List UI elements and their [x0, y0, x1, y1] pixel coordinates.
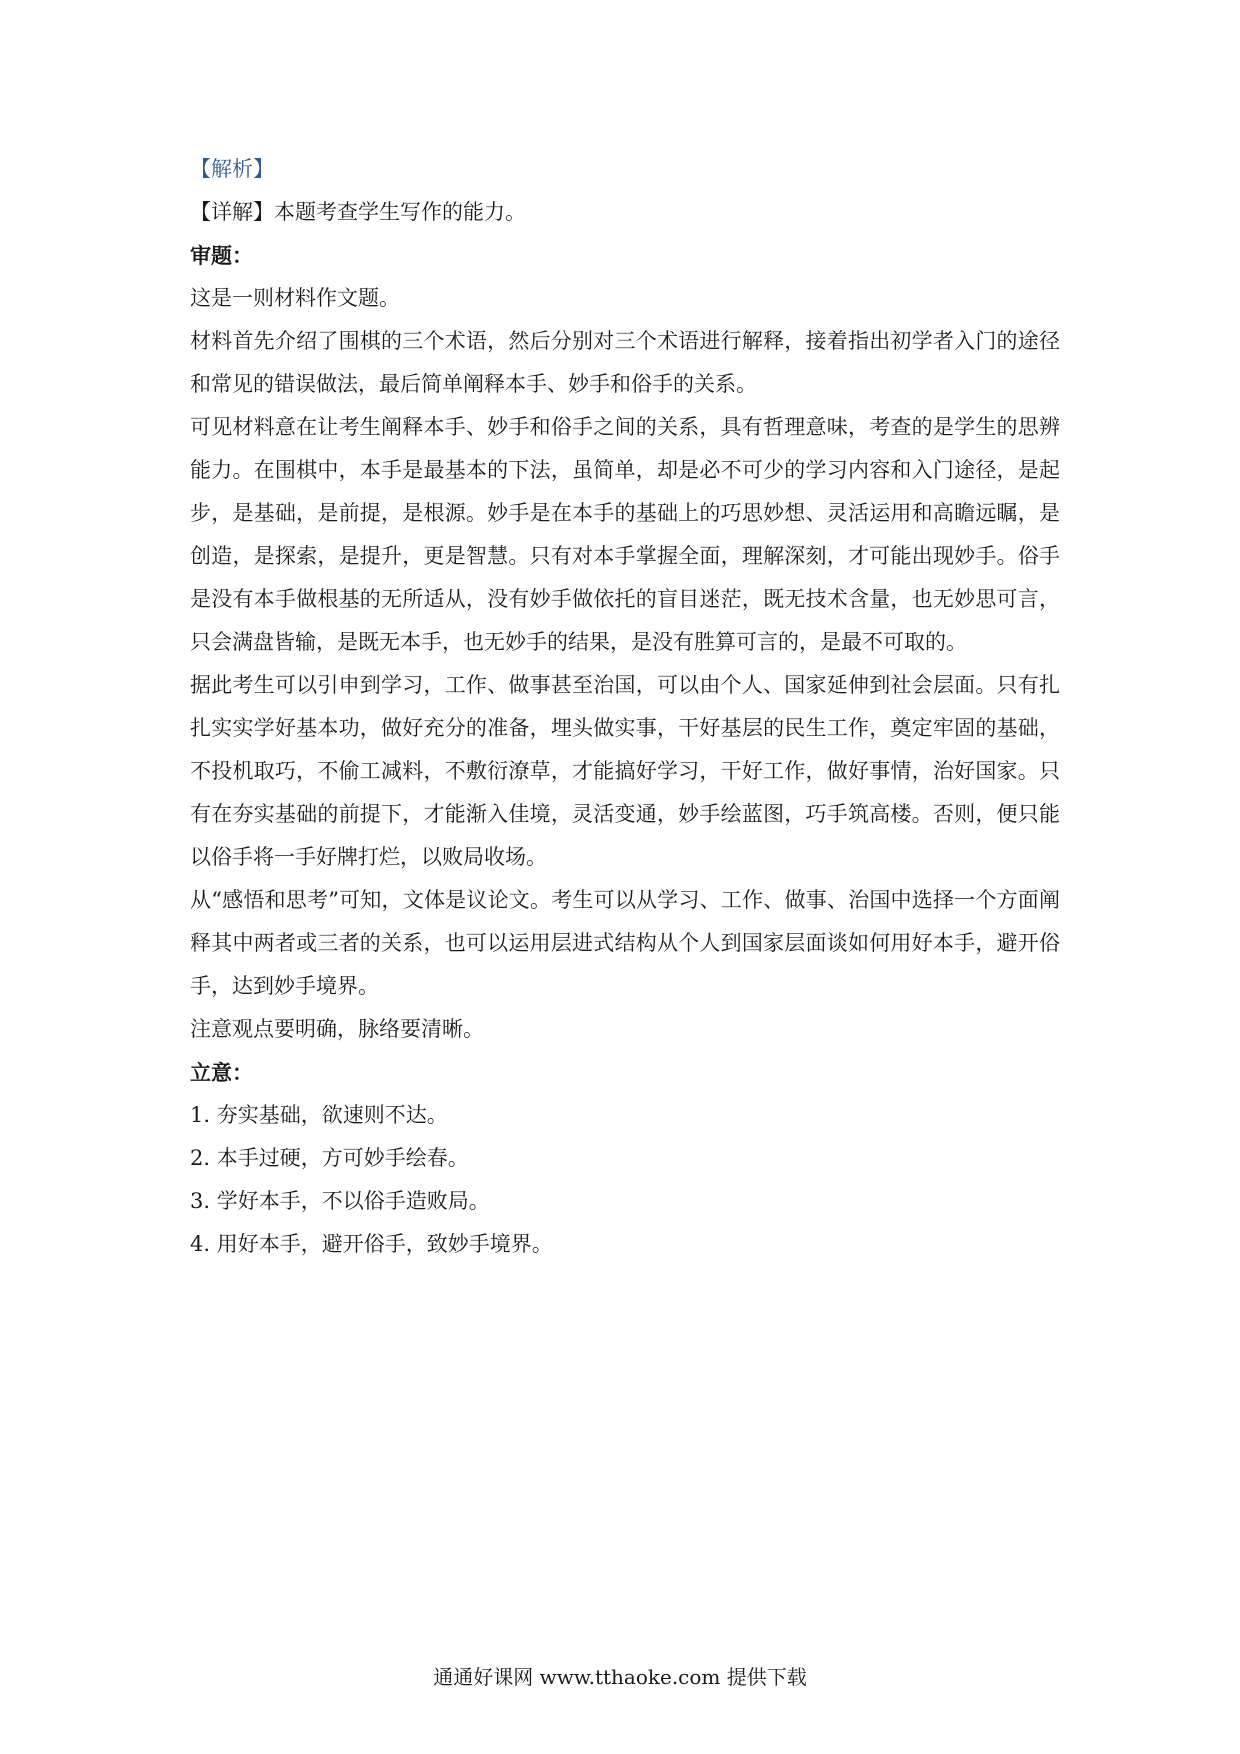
heading-review: 审题： [190, 243, 253, 268]
paragraph-4: 据此考生可以引申到学习，工作、做事甚至治国，可以由个人、国家延伸到社会层面。只有扎扎实实学好基本功，做好充分的准备，埋头做实事，干好基层的民生工作，奠定牢固的基础，不投机取巧，不偷工减料，不敷衍潦草，才能搞好学习，干好工作，做好事情，治好国家。只有在夯实基础的前提下，才能渐入佳境，灵活变通，妙手绘蓝图，巧手筑高楼。否则，便只能以俗手将一手好牌打烂，以败局收场。 [190, 673, 1060, 869]
heading-intent: 立意： [190, 1060, 253, 1085]
intent-item-4: 4. 用好本手，避开俗手，致妙手境界。 [190, 1232, 553, 1256]
paragraph-3: 可见材料意在让考生阐释本手、妙手和俗手之间的关系，具有哲理意味，考查的是学生的思辨能力。在围棋中，本手是最基本的下法，虽简单，却是必不可少的学习内容和入门途径，是起步，是基础，是前提，是根源。妙手是在本手的基础上的巧思妙想、灵活运用和高瞻远瞩，是创造，是探索，是提升，更是智慧。只有对本手掌握全面，理解深刻，才可能出现妙手。俗手是没有本手做根基的无所适从，没有妙手做依托的盲目迷茫，既无技术含量，也无妙思可言，只会满盘皆输，是既无本手，也无妙手的结果，是没有胜算可言的，是最不可取的。 [190, 415, 1060, 654]
page-footer: 通通好课网 www.tthaoke.com 提供下载 [433, 1665, 807, 1689]
section-label: 【解析】 [190, 157, 274, 181]
paragraph-5: 从“感悟和思考”可知，文体是议论文。考生可以从学习、工作、做事、治国中选择一个方面阐释其中两者或三者的关系，也可以运用层进式结构从个人到国家层面谈如何用好本手，避开俗手，达到妙手境界。 [190, 888, 1060, 998]
intent-item-2: 2. 本手过硬，方可妙手绘春。 [190, 1146, 469, 1170]
paragraph-1: 这是一则材料作文题。 [190, 286, 400, 310]
paragraph-6: 注意观点要明确，脉络要清晰。 [190, 1017, 484, 1041]
paragraph-2: 材料首先介绍了围棋的三个术语，然后分别对三个术语进行解释，接着指出初学者入门的途径和常见的错误做法，最后简单阐释本手、妙手和俗手的关系。 [190, 329, 1060, 396]
intent-item-3: 3. 学好本手，不以俗手造败局。 [190, 1189, 490, 1213]
detail-line: 【详解】本题考查学生写作的能力。 [190, 200, 526, 224]
intent-item-1: 1. 夯实基础，欲速则不达。 [190, 1103, 448, 1127]
document-body [190, 148, 1060, 1266]
